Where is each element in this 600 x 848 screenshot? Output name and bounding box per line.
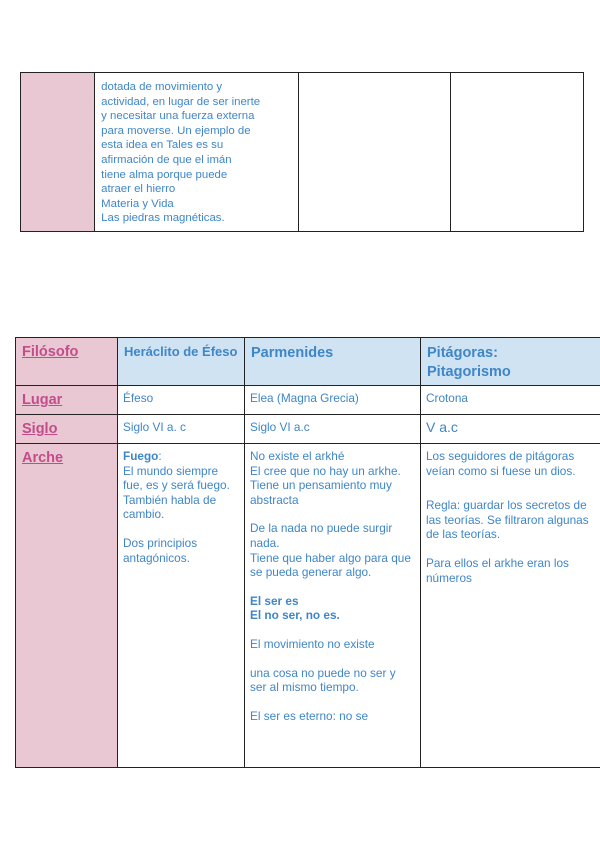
text-line: dotada de movimiento y — [101, 81, 223, 93]
text-line: y necesitar una fuerza externa — [101, 110, 255, 123]
continuation-text-cell — [95, 73, 299, 232]
label-lugar: Lugar — [22, 392, 63, 408]
arche-heraclito-colon: : — [158, 449, 162, 463]
arche-parmenides-p6: El movimiento no existe — [250, 636, 375, 651]
header-row — [16, 338, 600, 386]
arche-parmenides — [245, 444, 421, 768]
header-parmenides: Parmenides — [245, 338, 421, 386]
arche-pitagoras-p1: Los seguidores de pitágoras veían como si fuese un dios. — [426, 449, 576, 478]
lugar-heraclito: Éfeso — [118, 386, 245, 415]
arche-heraclito-p1: El mundo siempre fue, es y será fuego. También habla de cambio. — [123, 463, 230, 522]
row-label-lugar — [16, 386, 118, 415]
arche-pitagoras-p2: Regla: guardar los secretos de las teorías. Se filtraron algunas de las teorías. — [426, 498, 589, 542]
text-line: actividad, en lugar de ser inerte — [101, 95, 261, 108]
arche-pitagoras — [421, 444, 600, 768]
label-filosofo: Filósofo — [22, 344, 79, 360]
header-pitagoras-line1: Pitágoras: — [427, 345, 498, 361]
siglo-parmenides: Siglo VI a.c — [245, 415, 421, 444]
text-line: para moverse. Un ejemplo de — [101, 124, 251, 137]
arche-parmenides-p3: Tiene un pensamiento muy abstracta — [250, 478, 392, 507]
header-heraclito: Heráclito de Éfeso — [118, 338, 245, 386]
arche-parmenides-p2: El cree que no hay un arkhe. — [250, 463, 401, 478]
arche-heraclito-fuego: Fuego — [123, 449, 159, 463]
text-line: atraer el hierro — [101, 183, 176, 196]
continuation-table — [20, 72, 584, 232]
empty-cell — [299, 73, 450, 232]
siglo-pitagoras: V a.c — [421, 415, 600, 444]
siglo-heraclito: Siglo VI a. c — [118, 415, 245, 444]
arche-row — [16, 444, 600, 768]
lugar-row — [16, 386, 600, 415]
arche-parmenides-p8: El ser es eterno: no se — [250, 708, 369, 723]
lugar-pitagoras: Crotona — [421, 386, 600, 415]
arche-pitagoras-p3: Para ellos el arkhe eran los números — [426, 555, 569, 585]
arche-parmenides-p1: No existe el arkhé — [250, 449, 345, 463]
arche-heraclito — [118, 444, 245, 768]
header-pitagoras — [421, 338, 600, 386]
arche-parmenides-b1: El ser es — [250, 593, 299, 608]
text-line: esta idea en Tales es su — [101, 139, 224, 152]
text-line: Las piedras magnéticas. — [101, 212, 225, 225]
row-label-arche — [16, 444, 118, 768]
siglo-row — [16, 415, 600, 444]
arche-heraclito-p2: Dos principios antagónicos. — [123, 535, 198, 565]
lugar-parmenides: Elea (Magna Grecia) — [245, 386, 421, 415]
arche-parmenides-b2: El no ser, no es. — [250, 608, 340, 623]
header-pitagoras-line2: Pitagorismo — [427, 364, 511, 380]
text-line: Materia y Vida — [101, 197, 174, 210]
row-label-siglo — [16, 415, 118, 444]
arche-parmenides-p7: una cosa no puede no ser y ser al mismo tiempo. — [250, 665, 396, 695]
label-siglo: Siglo — [22, 421, 58, 437]
philosophers-table — [15, 337, 600, 768]
empty-cell — [450, 73, 583, 232]
continuation-row — [21, 73, 584, 232]
text-line: afirmación de que el imán — [101, 153, 232, 166]
pink-label-cell — [21, 73, 95, 232]
arche-parmenides-p5: Tiene que haber algo para que se pueda generar algo. — [250, 550, 411, 580]
label-arche: Arche — [22, 450, 64, 466]
text-line: tiene alma porque puede — [101, 168, 228, 181]
arche-parmenides-p4: De la nada no puede surgir nada. — [250, 521, 393, 550]
row-label-filosofo — [16, 338, 118, 386]
